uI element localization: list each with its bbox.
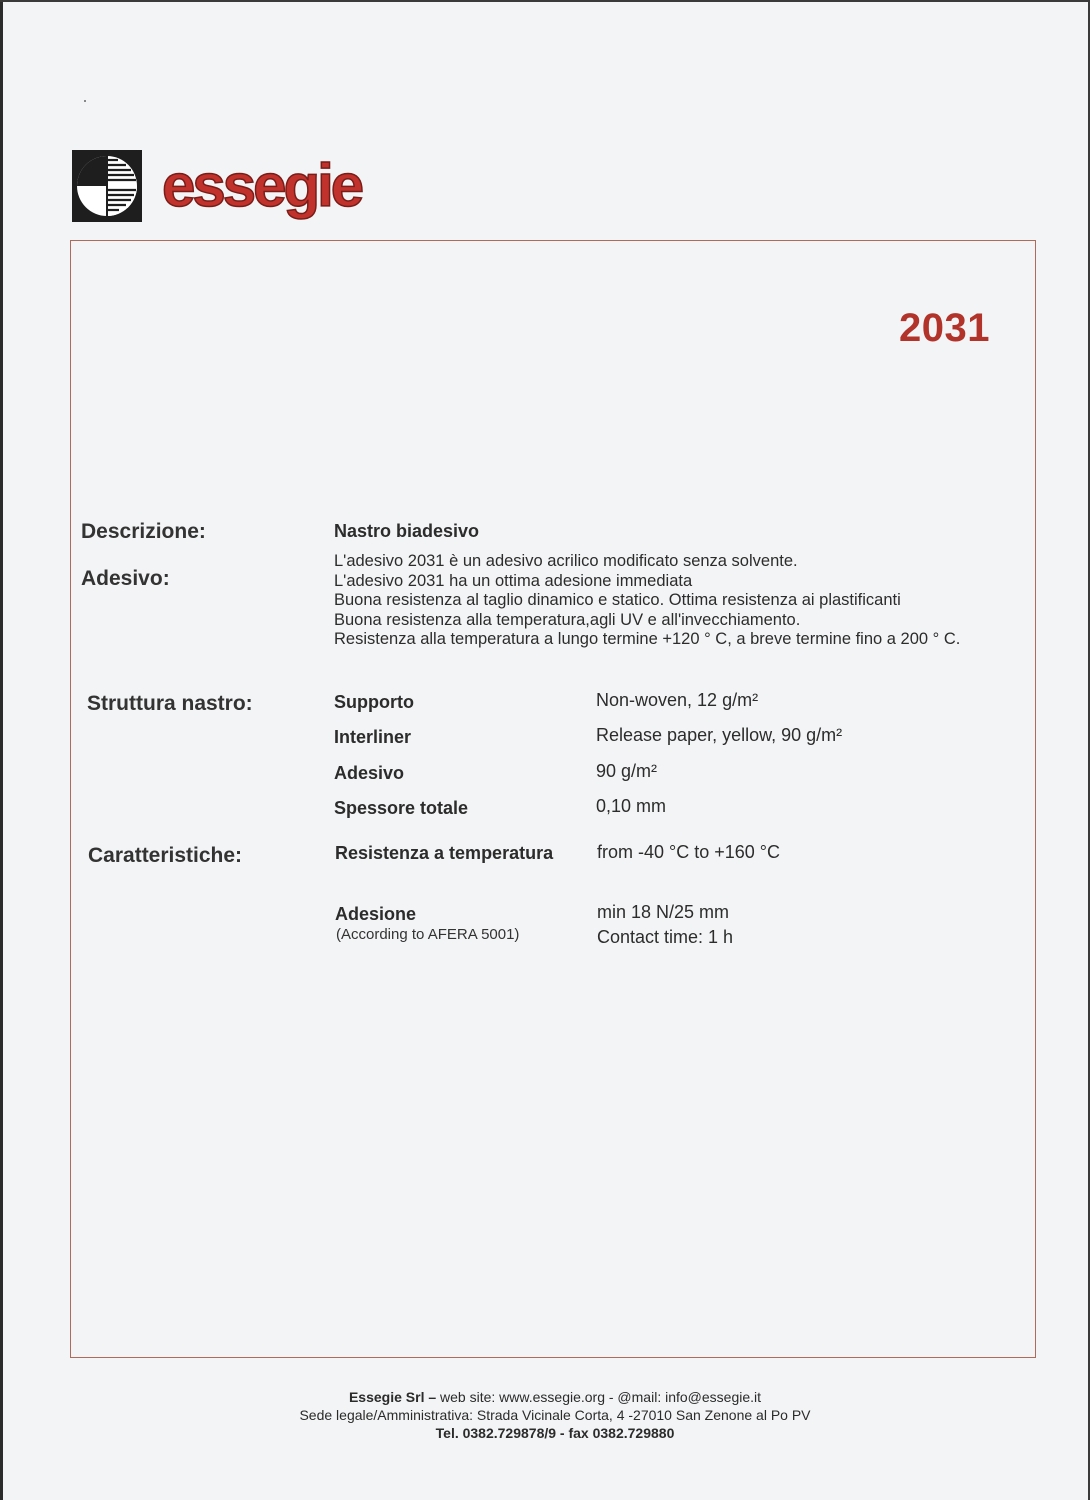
adesivo-description [334, 552, 1024, 650]
page-edge-top [0, 0, 1090, 2]
struttura-label: Struttura nastro: [87, 692, 253, 715]
logo-wordmark [160, 150, 382, 226]
spessore-value: 0,10 mm [596, 796, 667, 816]
adesivo-label: Adesivo: [81, 567, 170, 590]
adesivo-line: Resistenza alla temperatura a lungo termine +120 ° C, a breve termine fino a 200 ° C. [334, 630, 961, 648]
adesivo-line: Buona resistenza al taglio dinamico e statico. Ottima resistenza ai plastificanti [334, 591, 901, 609]
descrizione-value: Nastro biadesivo [334, 521, 480, 541]
supporto-value: Non-woven, 12 g/m² [596, 690, 759, 710]
adesione-note: (According to AFERA 5001) [336, 926, 520, 943]
footer-contact-line [240, 1388, 870, 1406]
adesione-label: Adesione [335, 904, 417, 924]
temperatura-label: Resistenza a temperatura [335, 843, 554, 863]
adesivo-line: L'adesivo 2031 è un adesivo acrilico modificato senza solvente. [334, 552, 798, 570]
adesivo-weight-value: 90 g/m² [596, 761, 658, 781]
logo-mark-icon [72, 150, 142, 222]
footer-phone: Tel. 0382.729878/9 - fax 0382.729880 [435, 1425, 675, 1441]
adesione-value: min 18 N/25 mm [597, 902, 730, 922]
page-edge-left [0, 0, 3, 1500]
contact-time-value: Contact time: 1 h [597, 927, 734, 947]
adesivo-weight-label: Adesivo [334, 763, 405, 783]
footer-web-mail: web site: www.essegie.org - @mail: info@essegie.it [436, 1389, 762, 1405]
scan-speck [84, 100, 86, 102]
company-logo [72, 150, 382, 226]
caratteristiche-label: Caratteristiche: [88, 844, 243, 867]
temperatura-value: from -40 °C to +160 °C [597, 842, 780, 862]
footer-company: Essegie Srl – [348, 1389, 437, 1405]
interliner-label: Interliner [334, 727, 412, 747]
logo-text: essegie [162, 152, 362, 219]
interliner-value: Release paper, yellow, 90 g/m² [596, 725, 843, 745]
spessore-label: Spessore totale [334, 798, 469, 818]
supporto-label: Supporto [334, 692, 414, 712]
adesivo-line: Buona resistenza alla temperatura,agli UV e all'invecchiamento. [334, 610, 801, 629]
descrizione-label: Descrizione: [81, 520, 206, 543]
footer [240, 1388, 870, 1442]
content-frame [70, 240, 1036, 1358]
adesivo-line: L'adesivo 2031 ha un ottima adesione immediata [334, 571, 693, 590]
document-code: 2031 [899, 306, 990, 350]
footer-address: Sede legale/Amministrativa: Strada Vicinale Corta, 4 -27010 San Zenone al Po PV [299, 1407, 811, 1423]
